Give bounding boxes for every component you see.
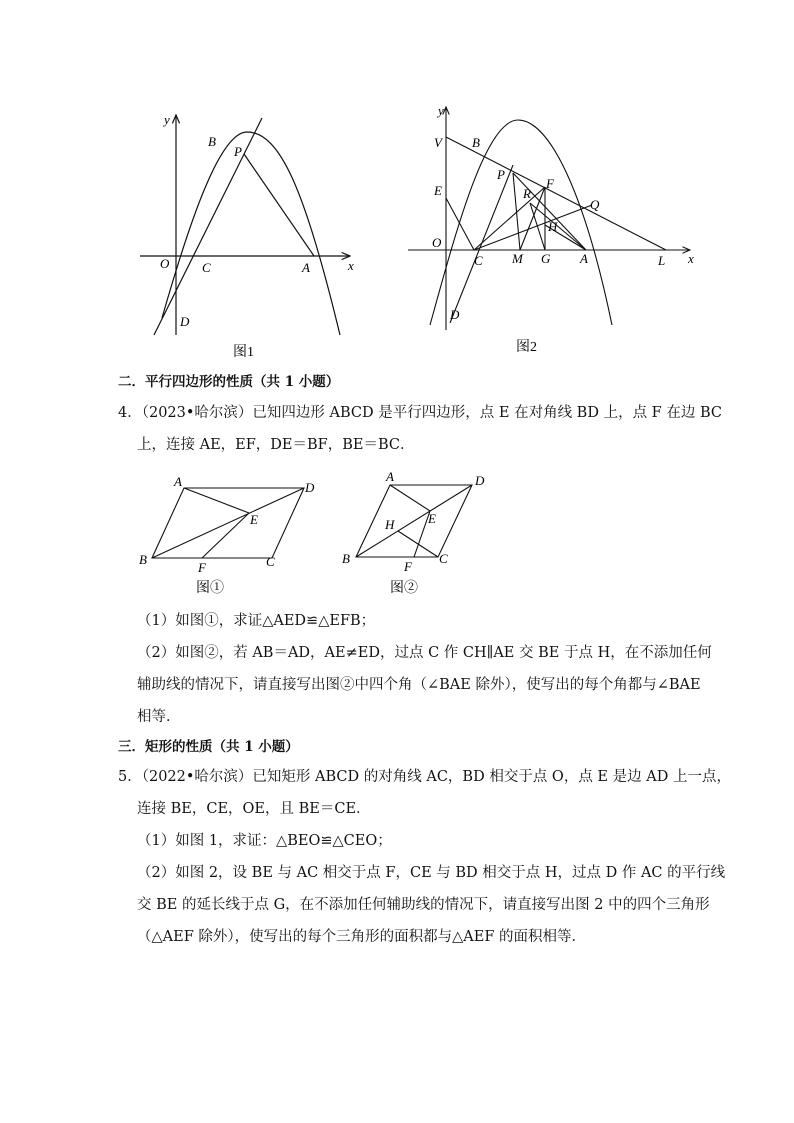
label-D: D xyxy=(450,307,460,322)
label-G: G xyxy=(541,251,551,266)
label-C: C xyxy=(202,260,211,275)
label-E: E xyxy=(250,512,258,527)
q4-part-2-line-1: （2）如图②，若 AB＝AD，AE≠ED，过点 C 作 CH∥AE 交 BE 于点 H，在不添加任何 xyxy=(137,645,712,661)
q5-part-2-line-3: （△AEF 除外），使写出的每个三角形的面积都与△AEF 的面积相等． xyxy=(137,929,587,945)
q4-line-1: 4．（2023•哈尔滨）已知四边形 ABCD 是平行四边形，点 E 在对角线 BD 上，点 F 在边 BC xyxy=(118,405,722,421)
section-2-heading: 二．平行四边形的性质（共 1 小题） xyxy=(118,374,340,390)
label-E: E xyxy=(428,511,436,526)
caption: 图2 xyxy=(516,340,537,355)
q5-part-1: （1）如图 1，求证：△BEO≌△CEO； xyxy=(137,833,392,849)
label-B: B xyxy=(139,552,147,567)
q4-part-2-line-3: 相等． xyxy=(137,709,181,725)
q5-part-2-line-2: 交 BE 的延长线于点 G，在不添加任何辅助线的情况下，请直接写出图 2 中的四个三角形 xyxy=(137,897,710,913)
caption: 图① xyxy=(196,581,224,596)
line-pm xyxy=(513,173,520,250)
label-C: C xyxy=(439,551,448,566)
line-ec xyxy=(446,198,474,250)
label-D: D xyxy=(180,314,190,329)
label-x: x xyxy=(688,251,694,266)
label-A: A xyxy=(174,474,182,489)
line-dp xyxy=(154,118,262,335)
label-A: A xyxy=(386,469,394,484)
label-F: F xyxy=(404,559,412,574)
label-A: A xyxy=(580,251,588,266)
segment-ae xyxy=(390,485,430,511)
line-rg xyxy=(530,203,545,250)
label-P: P xyxy=(234,144,242,159)
q4-line-2: 上，连接 AE，EF，DE＝BF，BE＝BC． xyxy=(137,437,415,453)
figure-1-parabola xyxy=(130,100,370,365)
diagonal-bd xyxy=(152,488,304,558)
q5-part-2-line-1: （2）如图 2，设 BE 与 AC 相交于点 F，CE 与 BD 相交于点 H，过点 D 作 AC 的平行线 xyxy=(137,865,726,881)
line-cf xyxy=(474,187,545,250)
label-O: O xyxy=(432,235,442,250)
segment-ef xyxy=(202,513,249,558)
label-D: D xyxy=(305,480,315,495)
parallelogram-figure-1 xyxy=(132,468,322,603)
q5-line-1: 5．（2022•哈尔滨）已知矩形 ABCD 的对角线 AC，BD 相交于点 O，点 E 是边 AD 上一点， xyxy=(118,769,731,785)
q4-part-1: （1）如图①，求证△AED≌△EFB； xyxy=(137,613,376,629)
label-C: C xyxy=(266,554,275,569)
label-B: B xyxy=(342,551,350,566)
label-P: P xyxy=(497,167,505,182)
label-V: V xyxy=(434,135,442,150)
label-H: H xyxy=(385,517,395,532)
label-L: L xyxy=(658,253,666,268)
label-R: R xyxy=(523,186,531,201)
label-E: E xyxy=(434,183,442,198)
label-M: M xyxy=(512,251,523,266)
caption: 图② xyxy=(390,581,418,596)
parallelogram-figure-2 xyxy=(336,465,496,603)
label-x: x xyxy=(348,258,354,273)
figure-2-parabola xyxy=(400,95,700,360)
segment-ae xyxy=(184,488,249,513)
label-y: y xyxy=(438,103,444,118)
label-F: F xyxy=(546,176,554,191)
label-H: H xyxy=(548,219,558,234)
parabola xyxy=(430,120,612,325)
label-Q: Q xyxy=(590,197,600,212)
label-A: A xyxy=(302,260,310,275)
caption: 图1 xyxy=(233,345,254,360)
label-y: y xyxy=(164,112,170,127)
q5-line-2: 连接 BE，CE，OE，且 BE＝CE． xyxy=(137,801,371,817)
parabola xyxy=(162,132,340,335)
label-B: B xyxy=(208,134,216,149)
label-D: D xyxy=(475,473,485,488)
section-3-heading: 三．矩形的性质（共 1 小题） xyxy=(118,739,299,755)
q4-part-2-line-2: 辅助线的情况下，请直接写出图②中四个角（∠BAE 除外），使写出的每个角都与∠BAE xyxy=(137,677,701,693)
label-F: F xyxy=(198,560,206,575)
label-C: C xyxy=(474,253,483,268)
segment-ch xyxy=(398,531,438,557)
label-B: B xyxy=(472,135,480,150)
label-O: O xyxy=(160,256,170,271)
